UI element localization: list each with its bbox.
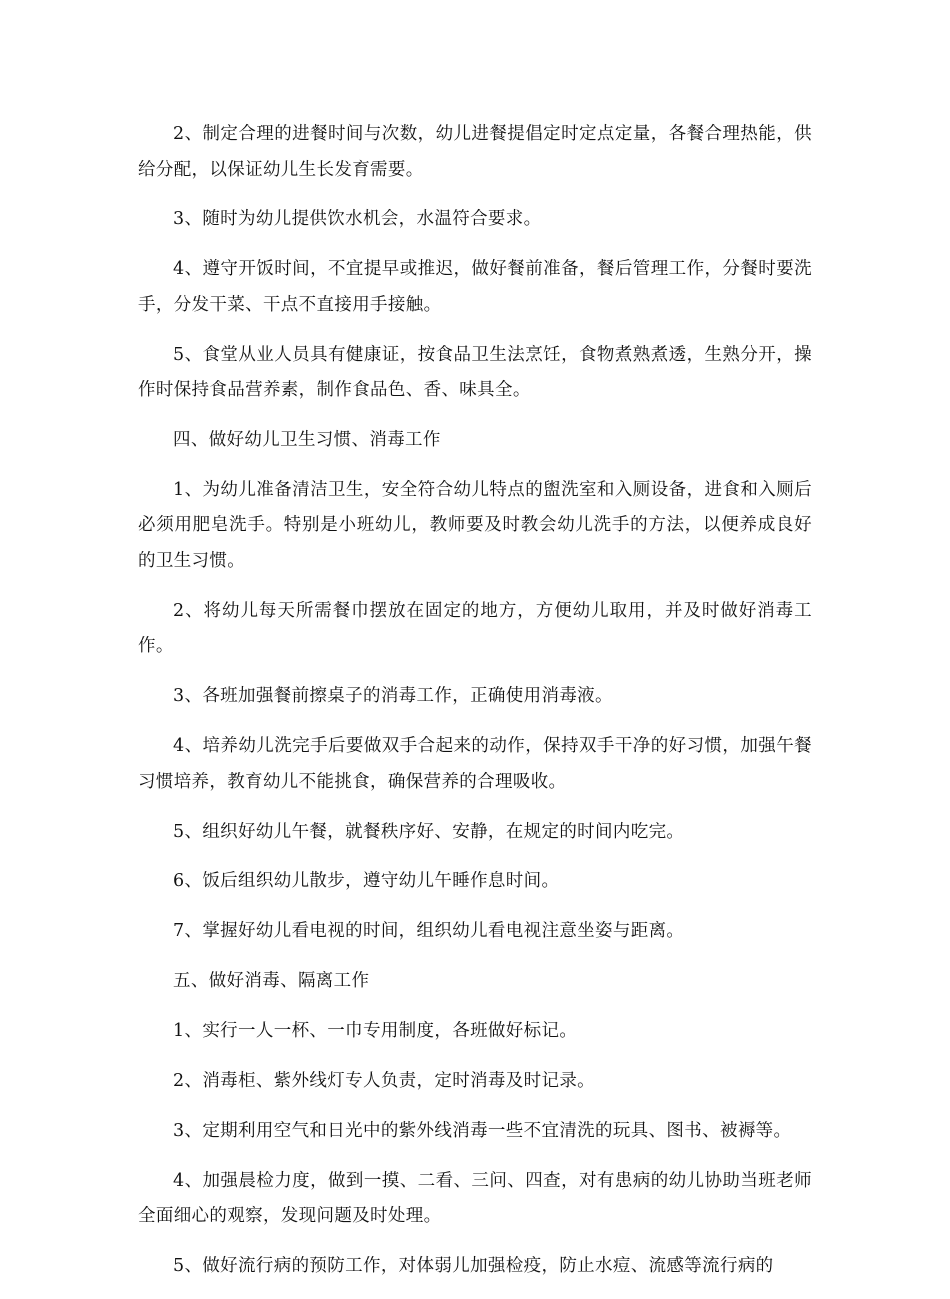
paragraph-walk-nap: 6、饭后组织幼儿散步，遵守幼儿午睡作息时间。: [173, 871, 560, 892]
paragraph-meal-schedule: 2、制定合理的进餐时间与次数，幼儿进餐提倡定时定点定量，各餐合理热能，供给分配，以保证幼儿生长发育需要。: [138, 124, 812, 180]
paragraph-uv-cabinet: 2、消毒柜、紫外线灯专人负责，定时消毒及时记录。: [173, 1070, 596, 1091]
paragraph-napkins: 2、将幼儿每天所需餐巾摆放在固定的地方，方便幼儿取用，并及时做好消毒工作。: [138, 600, 812, 657]
section-heading-isolation: 五、做好消毒、隔离工作: [173, 971, 370, 992]
paragraph-table-disinfection: 3、各班加强餐前擦桌子的消毒工作，正确使用消毒液。: [173, 686, 613, 707]
paragraph-cup-towel: 1、实行一人一杯、一巾专用制度，各班做好标记。: [173, 1021, 578, 1042]
document-page: [138, 117, 812, 1299]
paragraph-canteen-staff: 5、食堂从业人员具有健康证，按食品卫生法烹饪，食物煮熟煮透，生熟分开，操作时保持食品营养素，制作食品色、香、味具全。: [138, 344, 812, 401]
paragraph-tv-time: 7、掌握好幼儿看电视的时间，组织幼儿看电视注意坐姿与距离。: [173, 921, 685, 942]
paragraph-epidemic-prevention: 5、做好流行病的预防工作，对体弱儿加强检疫，防止水痘、流感等流行病的: [173, 1256, 774, 1277]
paragraph-drinking-water: 3、随时为幼儿提供饮水机会，水温符合要求。: [173, 209, 542, 230]
section-heading-hygiene: 四、做好幼儿卫生习惯、消毒工作: [173, 430, 441, 451]
paragraph-sunlight: 3、定期利用空气和日光中的紫外线消毒一些不宜清洗的玩具、图书、被褥等。: [173, 1120, 792, 1141]
paragraph-morning-check: 4、加强晨检力度，做到一摸、二看、三问、四查，对有患病的幼儿协助当班老师全面细心的观察，发现问题及时处理。: [138, 1170, 812, 1227]
paragraph-hand-habits: 4、培养幼儿洗完手后要做双手合起来的动作，保持双手干净的好习惯，加强午餐习惯培养，教育幼儿不能挑食，确保营养的合理吸收。: [138, 736, 812, 792]
paragraph-washroom: 1、为幼儿准备清洁卫生，安全符合幼儿特点的盥洗室和入厕设备，进食和入厕后必须用肥皂洗手。特别是小班幼儿，教师要及时教会幼儿洗手的方法，以便养成良好的卫生习惯。: [138, 479, 812, 571]
paragraph-lunch: 5、组织好幼儿午餐，就餐秩序好、安静，在规定的时间内吃完。: [173, 821, 685, 842]
paragraph-meal-time: 4、遵守开饭时间，不宜提早或推迟，做好餐前准备，餐后管理工作，分餐时要洗手，分发干菜、干点不直接用手接触。: [138, 259, 812, 315]
